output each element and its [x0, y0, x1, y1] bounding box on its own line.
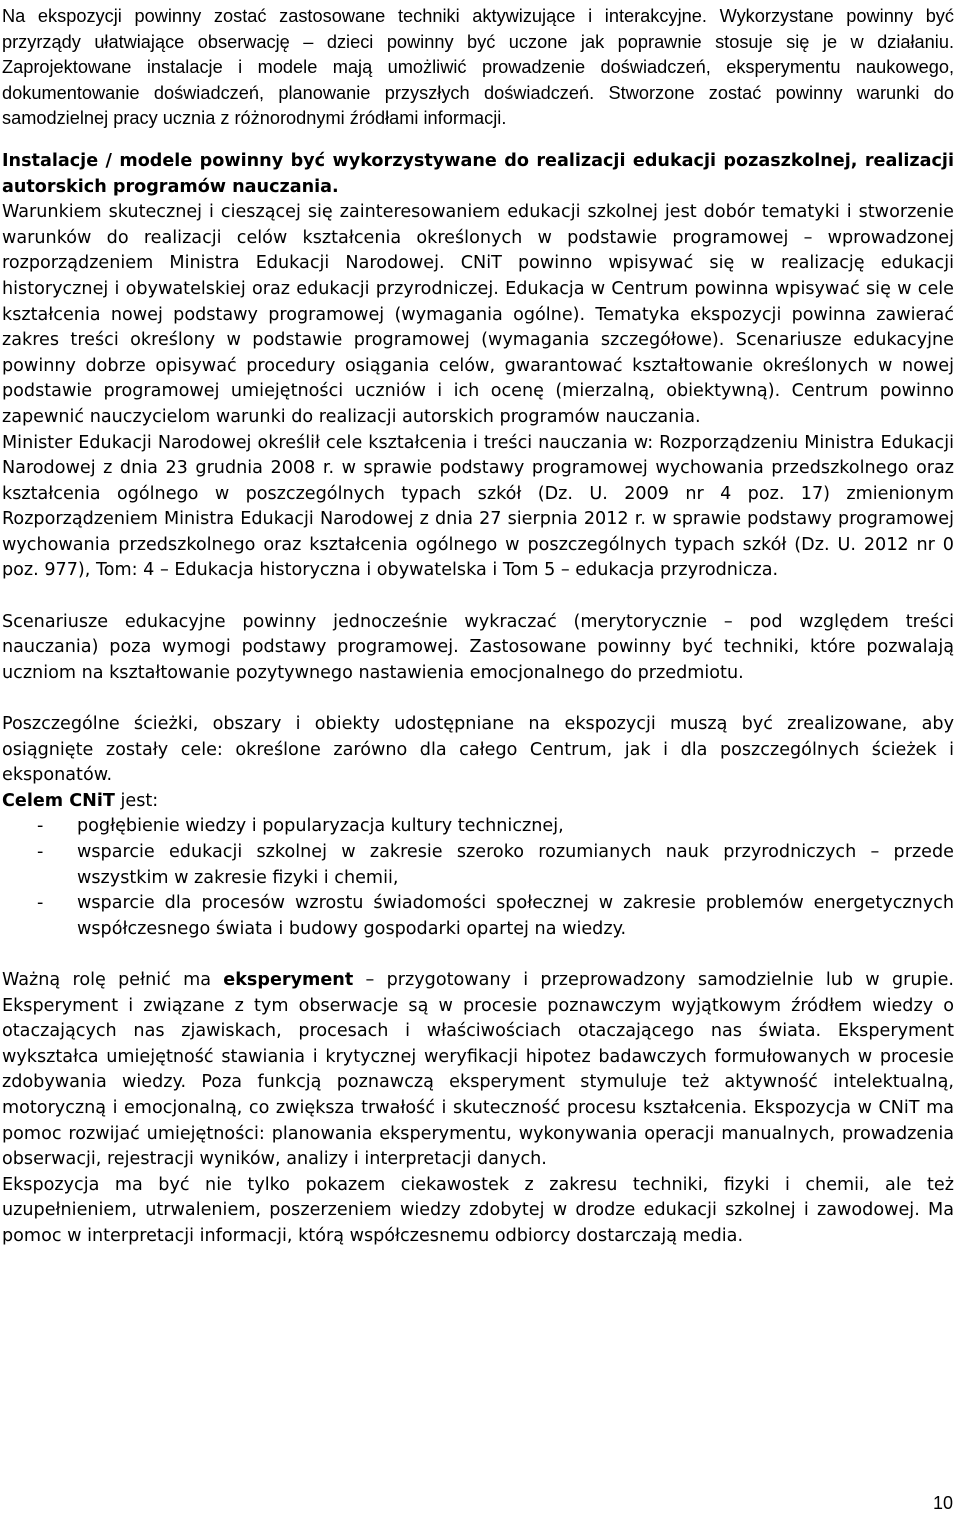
list-dash: -	[37, 893, 44, 914]
paragraph-minister-regulation: Minister Edukacji Narodowej określił cele kształcenia i treści nauczania w: Rozporządzeniu Ministra Edukacji Narodowej z dnia 23 grudnia 2008 r. w sprawie podstawy programowej wychowania przedszkolnego oraz kształcenia ogólnego w poszczególnych typach szkół (Dz. U. 2009 nr 4 poz. 17) zmienionym Rozporządzeniem Ministra Edukacji Narodowej z dnia 27 sierpnia 2012 r. w sprawie podstawy programowej wychowania przedszkolnego oraz kształcenia ogólnego w poszczególnych typach szkół (Dz. U. 2012 nr 0 poz. 977), Tom: 4 – Edukacja historyczna i obywatelska i Tom 5 – edukacja przyrodnicza.	[2, 432, 954, 581]
experiment-after: – przygotowany i przeprowadzony samodzielnie lub w grupie. Eksperyment i związane z tym obserwacje są w procesie poznawczym wyjątkowym źródłem wiedzy o otaczających nas zjawiskach, procesach i właściwościach otaczającego nas świata. Eksperyment wykształca umiejętność stawiania i krytycznej weryfikacji hipotez badawczych formułowanych w procesie zdobywania wiedzy. Poza funkcją poznawczą eksperyment stymuluje też aktywność intelektualną, motoryczną i emocjonalną, co zwiększa trwałość i skuteczność procesu kształcenia. Ekspozycja w CNiT ma pomoc rozwijać umiejętności: planowania eksperymentu, wykonywania operacji manualnych, prowadzenia obserwacji, rejestracji wyników, analizy i interpretacji danych.	[2, 969, 954, 1170]
experiment-before: Ważną rolę pełnić ma	[2, 969, 224, 990]
goal-rest-label: jest:	[114, 790, 159, 811]
paragraph-active-techniques: Na ekspozycji powinny zostać zastosowane techniki aktywizujące i interakcyjne. Wykorzystane powinny być przyrządy ułatwiające obserwację – dzieci powinny być uczone jak poprawnie stosuje się je w działaniu. Zaprojektowane instalacje i modele mają umożliwić prowadzenie doświadczeń, eksperymentu naukowego, dokumentowanie doświadczeń, planowanie przyszłych doświadczeń. Stworzone zostać powinny warunki do samodzielnej pracy ucznia z różnorodnymi źródłami informacji.	[2, 6, 954, 129]
experiment-bold: eksperyment	[223, 969, 354, 990]
paragraph-school-education: Warunkiem skutecznej i cieszącej się zainteresowaniem edukacji szkolnej jest dobór tematyki i stworzenie warunków do realizacji celów kształcenia określonych w podstawie programowej – wprowadzonej rozporządzeniem Ministra Edukacji Narodowej. CNiT powinno wpisywać się w realizację edukacji historycznej i obywatelskiej oraz edukacji przyrodniczej. Edukacja w Centrum powinna wpisywać się w cele kształcenia nowej podstawy programowej (wymagania ogólne). Tematyka ekspozycji powinna zawierać zakres treści określony w podstawie programowej (wymagania szczegółowe). Scenariusze edukacyjne powinny dobrze opisywać procedury osiągania celów, gwarantować kształtowanie określonych w nowej podstawie programowej umiejętności uczniów i ich ocenę (mierzalną, obiektywną). Centrum powinno zapewnić nauczycielom warunki do realizacji autorskich programów nauczania.	[2, 202, 954, 427]
paragraph-experiment	[2, 968, 954, 1173]
list-dash: -	[37, 816, 44, 837]
paragraph-paths-objects: Poszczególne ścieżki, obszary i obiekty udostępniane na ekspozycji muszą być zrealizowane, aby osiągnięte zostały cele: określone zarówno dla całego Centrum, jak i dla poszczególnych ścieżek i eksponatów.	[2, 714, 954, 786]
list-dash: -	[37, 842, 44, 862]
paragraph-exhibition: Ekspozycja ma być nie tylko pokazem ciekawostek z zakresu techniki, fizyki i chemii, ale też uzupełnieniem, utrwaleniem, poszerzeniem wiedzy zdobytej w drodze edukacji szkolnej i zawodowej. Ma pomoc w interpretacji informacji, którą współczesnemu odbiorcy dostarczają media.	[2, 1174, 954, 1246]
paragraph-scenarios: Scenariusze edukacyjne powinny jednocześnie wykraczać (merytorycznie – pod względem treści nauczania) poza wymogi podstawy programowej. Zastosowane powinny być techniki, które pozwalają uczniom na kształtowanie pozytywnego nastawienia emocjonalnego do przedmiotu.	[2, 611, 954, 683]
list-item	[2, 814, 954, 840]
list-item	[2, 840, 954, 891]
list-item	[2, 891, 954, 942]
page-number: 10	[932, 1493, 953, 1513]
paragraph-installations-heading: Instalacje / modele powinny być wykorzystywane do realizacji edukacji pozaszkolnej, realizacji autorskich programów nauczania.	[2, 150, 954, 197]
list-item-text: wsparcie dla procesów wzrostu świadomości społecznej w zakresie problemów energetycznych współczesnego świata i budowy gospodarki opartej na wiedzy.	[77, 893, 954, 939]
goals-list	[2, 814, 954, 942]
list-item-text: pogłębienie wiedzy i popularyzacja kultury technicznej,	[77, 816, 564, 837]
goal-bold-label: Celem CNiT	[2, 790, 115, 811]
paragraph-cnit-goal	[2, 789, 954, 815]
list-item-text: wsparcie edukacji szkolnej w zakresie szeroko rozumianych nauk przyrodniczych – przede wszystkim w zakresie fizyki i chemii,	[77, 842, 954, 888]
